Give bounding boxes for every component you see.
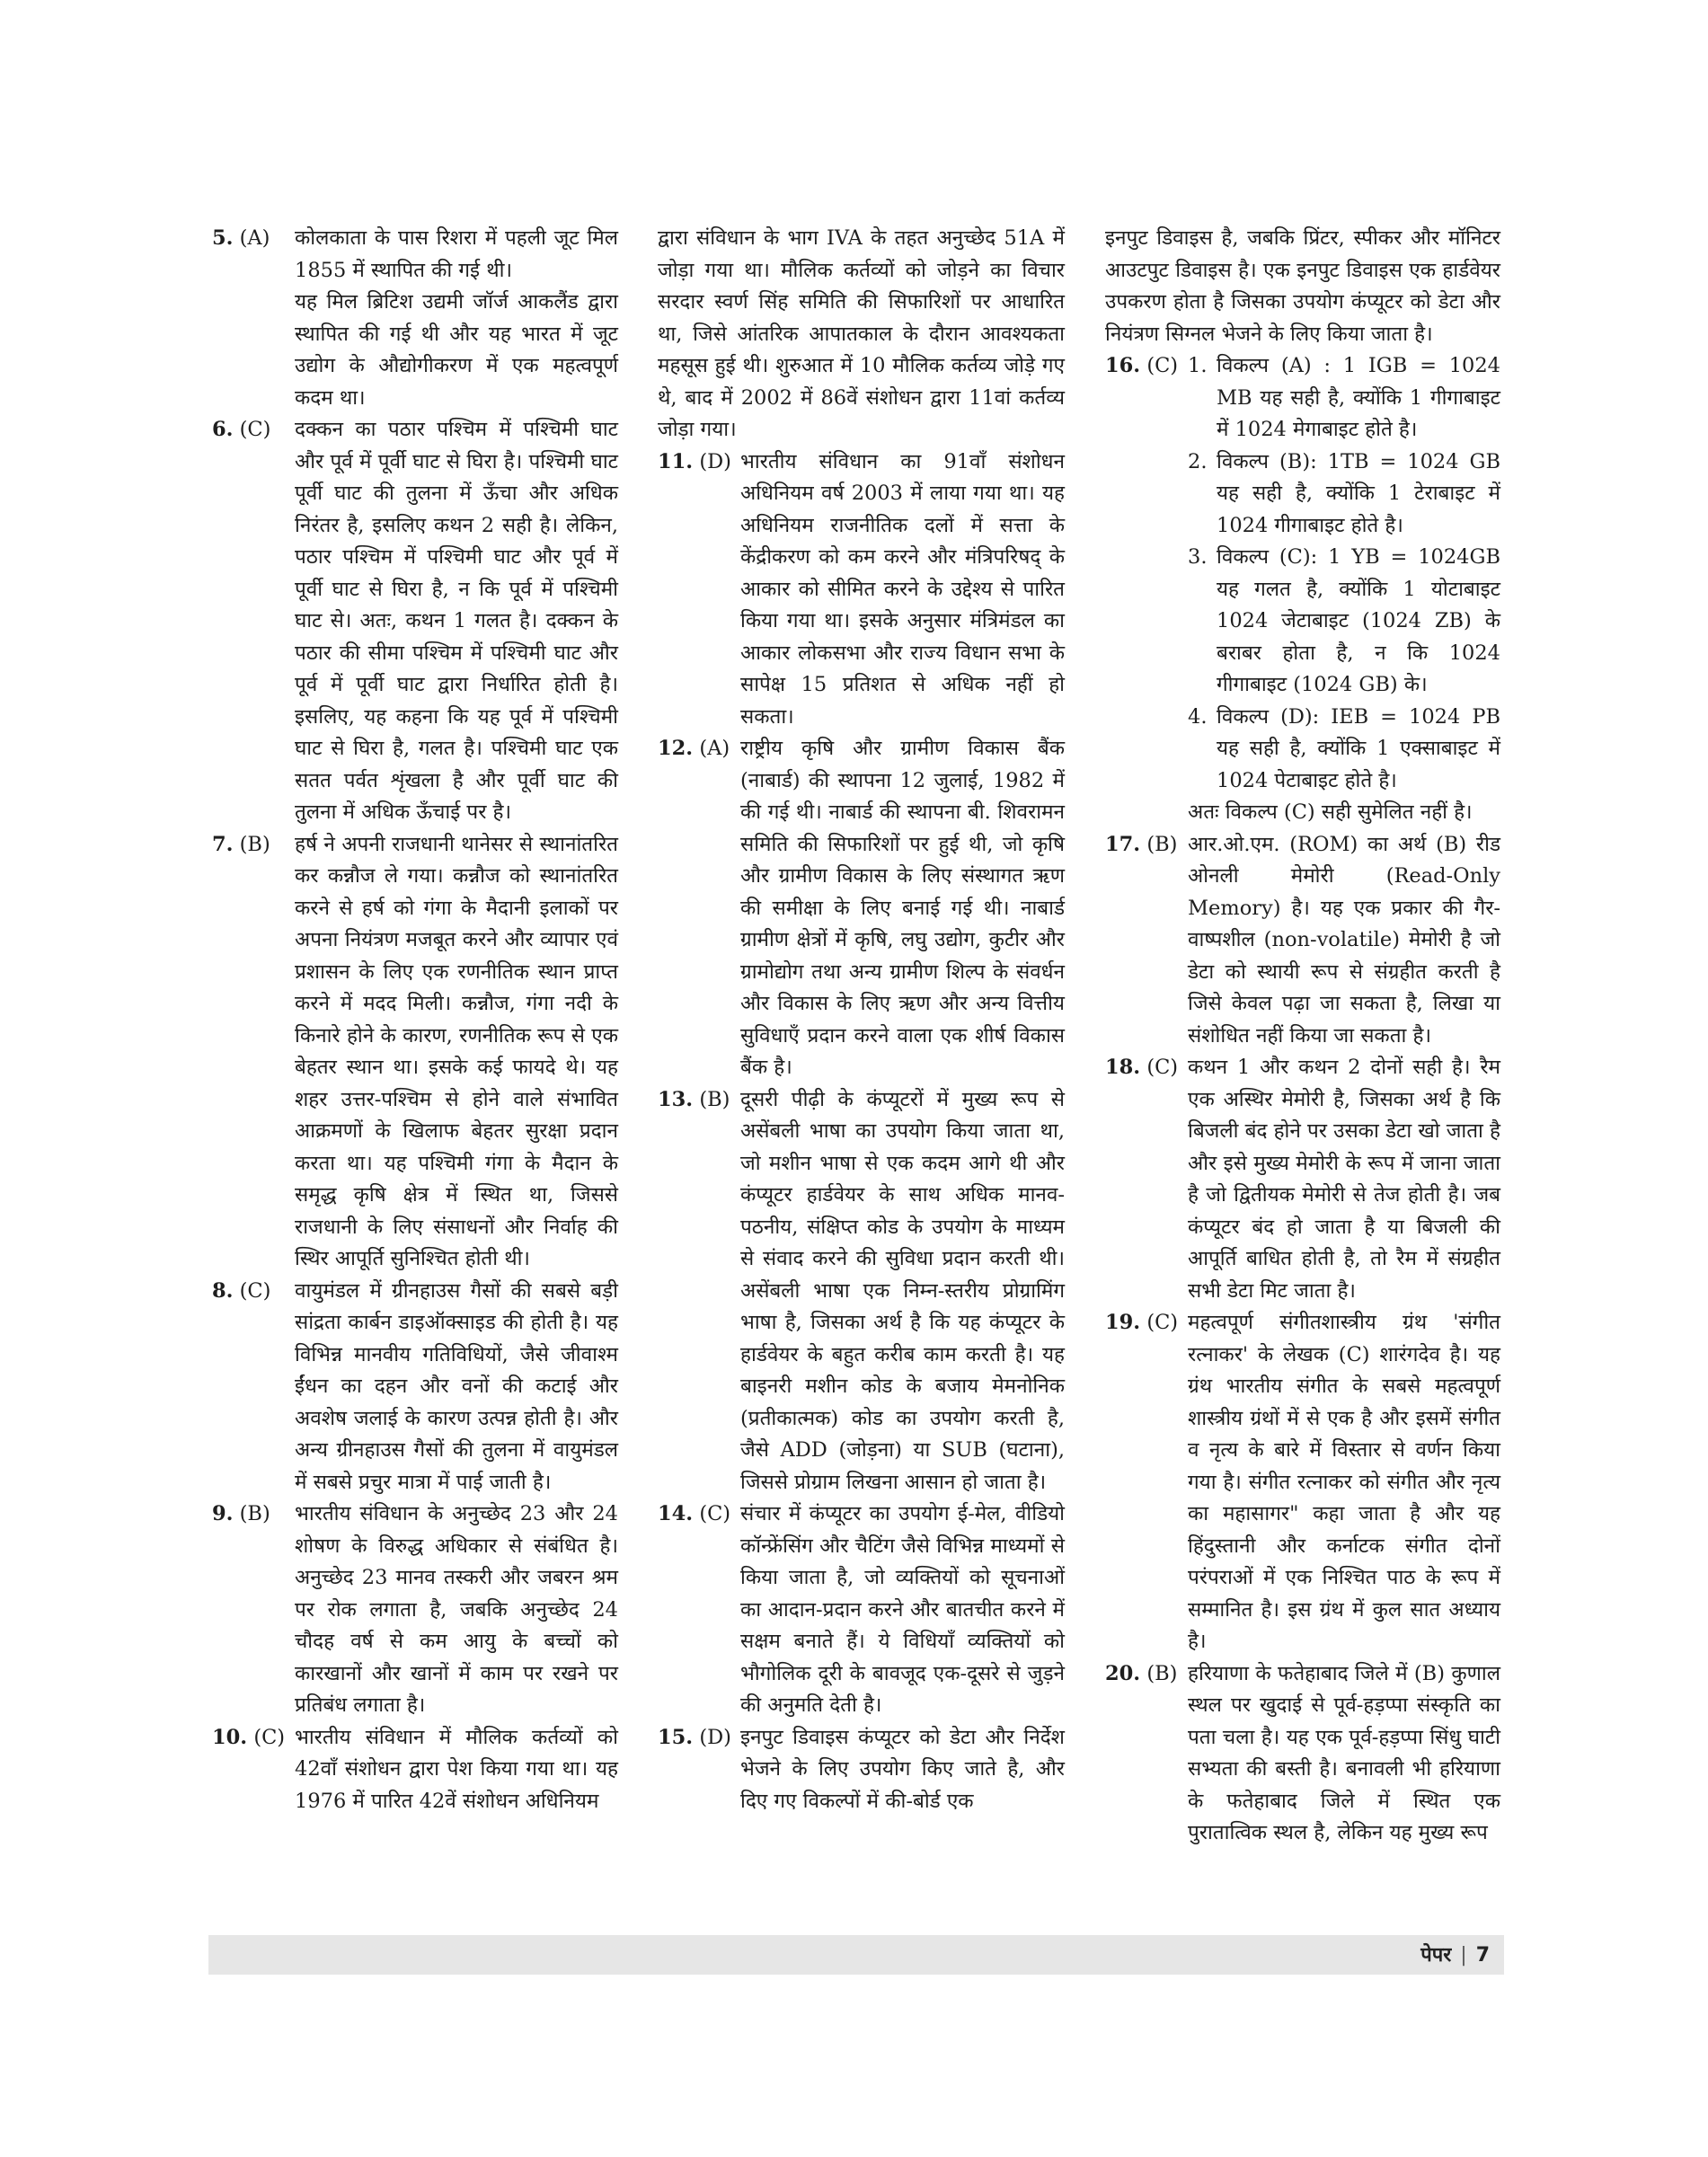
column-2 — [658, 223, 1065, 1817]
answer-number: 19. (C) — [1105, 1311, 1179, 1334]
answer-text: भारतीय संविधान के अनुच्छेद 23 और 24 शोषण के विरुद्ध अधिकार से संबंधित है। अनुच्छेद 23 मानव तस्करी और जबरन श्रम पर रोक लगाता है, जबकि अनुच्छेद 24 चौदह वर्ष से कम आयु के बच्चों को कारखानों और खानों में काम पर रखने पर प्रतिबंध लगाता है। — [295, 1502, 618, 1717]
answer-text: वायुमंडल में ग्रीनहाउस गैसों की सबसे बड़ी सांद्रता कार्बन डाइऑक्साइड की होती है। यह विभिन्न मानवीय गतिविधियों, जैसे जीवाश्म ईंधन का दहन और वनों की कटाई और अवशेष जलाई के कारण उत्पन्न होती है। और अन्य ग्रीनहाउस गैसों की तुलना में वायुमंडल में सबसे प्रचुर मात्रा में पाई जाती है। — [295, 1278, 618, 1494]
option-item: 1. विकल्प (A) : 1 IGB = 1024 MB यह सही है, क्योंकि 1 गीगाबाइट में 1024 मेगाबाइट होते है। — [1188, 354, 1500, 441]
answer-15-continued: इनपुट डिवाइस है, जबकि प्रिंटर, स्पीकर और मॉनिटर आउटपुट डिवाइस है। एक इनपुट डिवाइस एक हार्डवेयर उपकरण होता है जिसका उपयोग कंप्यूटर को डेटा और नियंत्रण सिग्नल भेजने के लिए किया जाता है। — [1105, 226, 1500, 346]
answer-number: 17. (B) — [1105, 832, 1178, 856]
answer-9 — [212, 1498, 618, 1722]
answer-8 — [212, 1276, 618, 1499]
answer-number: 6. (C) — [212, 418, 271, 441]
answer-number: 7. (B) — [212, 832, 270, 856]
answer-5 — [212, 223, 618, 414]
option-item: 3. विकल्प (C): 1 YB = 1024GB यह गलत है, क्योंकि 1 योटाबाइट 1024 जेटाबाइट (1024 ZB) के बराबर होता है, न कि 1024 गीगाबाइट (1024 GB) के। — [1188, 545, 1500, 696]
answer-text: दूसरी पीढ़ी के कंप्यूटरों में मुख्य रूप से असेंबली भाषा का उपयोग किया जाता था, जो मशीन भाषा से एक कदम आगे थी और कंप्यूटर हार्डवेयर के साथ अधिक मानव-पठनीय, संक्षिप्त कोड के उपयोग के माध्यम से संवाद करने की सुविधा प्रदान करती थी। असेंबली भाषा एक निम्न-स्तरीय प्रोग्रामिंग भाषा है, जिसका अर्थ है कि यह कंप्यूटर के हार्डवेयर के बहुत करीब काम करती है। यह बाइनरी मशीन कोड के बजाय मेमनोनिक (प्रतीकात्मक) कोड का उपयोग करती है, जैसे ADD (जोड़ना) या SUB (घटाना), जिससे प्रोग्राम लिखना आसान हो जाता है। — [740, 1087, 1065, 1494]
page-footer — [1420, 1940, 1490, 1967]
answer-10 — [212, 1722, 618, 1818]
column-3 — [1105, 223, 1500, 1850]
answer-text: कथन 1 और कथन 2 दोनों सही है। रैम एक अस्थिर मेमोरी है, जिसका अर्थ है कि बिजली बंद होने पर उसका डेटा खो जाता है और इसे मुख्य मेमोरी के रूप में जाना जाता है जो द्वितीयक मेमोरी से तेज होती है। जब कंप्यूटर बंद हो जाता है या बिजली की आपूर्ति बाधित होती है, तो रैम में संग्रहीत सभी डेटा मिट जाता है। — [1188, 1056, 1500, 1303]
answer-number: 10. (C) — [212, 1725, 286, 1749]
answer-text: हरियाणा के फतेहाबाद जिले में (B) कुणाल स्थल पर खुदाई से पूर्व-हड़प्पा संस्कृति का पता चला है। यह एक पूर्व-हड़प्पा सिंधु घाटी सभ्यता की बस्ती है। बनावली भी हरियाणा के फतेहाबाद जिले में स्थित एक पुरातात्विक स्थल है, लेकिन यह मुख्य रूप — [1188, 1661, 1500, 1844]
answer-14 — [658, 1498, 1065, 1722]
option-item: 2. विकल्प (B): 1TB = 1024 GB यह सही है, क्योंकि 1 टेराबाइट में 1024 गीगाबाइट होते है। — [1188, 449, 1500, 537]
answer-number: 20. (B) — [1105, 1661, 1178, 1685]
answer-text: हर्ष ने अपनी राजधानी थानेसर से स्थानांतरित कर कन्नौज ले गया। कन्नौज को स्थानांतरित करने से हर्ष को गंगा के मैदानी इलाकों पर अपना नियंत्रण मजबूत करने और व्यापार एवं प्रशासन के लिए एक रणनीतिक स्थान प्राप्त करने में मदद मिली। कन्नौज, गंगा नदी के किनारे होने के कारण, रणनीतिक रूप से एक बेहतर स्थान था। इसके कई फायदे थे। यह शहर उत्तर-पश्चिम से होने वाले संभावित आक्रमणों के खिलाफ बेहतर सुरक्षा प्रदान करता था। यह पश्चिमी गंगा के मैदान के समृद्ध कृषि क्षेत्र में स्थित था, जिससे राजधानी के लिए संसाधनों और निर्वाह की स्थिर आपूर्ति सुनिश्चित होती थी। — [295, 832, 618, 1270]
answer-text: राष्ट्रीय कृषि और ग्रामीण विकास बैंक (नाबार्ड) की स्थापना 12 जुलाई, 1982 में की गई थी। नाबार्ड की स्थापना बी. शिवरामन समिति की सिफारिशों पर हुई थी, जो कृषि और ग्रामीण विकास के लिए संस्थागत ऋण की समीक्षा के लिए बनाई गई थी। नाबार्ड ग्रामीण क्षेत्रों में कृषि, लघु उद्योग, कुटीर और ग्रामोद्योग तथा अन्य ग्रामीण शिल्प के संवर्धन और विकास के लिए ऋण और अन्य वित्तीय सुविधाएँ प्रदान करने वाला एक शीर्ष विकास बैंक है। — [740, 737, 1065, 1079]
answer-15 — [658, 1722, 1065, 1818]
answer-12 — [658, 733, 1065, 1084]
answer-text: कोलकाता के पास रिशरा में पहली जूट मिल 1855 में स्थापित की गई थी। — [295, 226, 618, 282]
answer-20 — [1105, 1658, 1500, 1850]
answer-7 — [212, 829, 618, 1276]
answer-text: दक्कन का पठार पश्चिम में पश्चिमी घाट और पूर्व में पूर्वी घाट से घिरा है। पश्चिमी घाट पूर्वी घाट की तुलना में ऊँचा और अधिक निरंतर है, इसलिए कथन 2 सही है। लेकिन, पठार पश्चिम में पश्चिमी घाट और पूर्व में पूर्वी घाट से घिरा है, न कि पूर्व में पश्चिमी घाट से। अतः, कथन 1 गलत है। दक्कन के पठार की सीमा पश्चिम में पश्चिमी घाट और पूर्व में पूर्वी घाट द्वारा निर्धारित होती है। इसलिए, यह कहना कि यह पूर्व में पश्चिमी घाट से घिरा है, गलत है। पश्चिमी घाट एक सतत पर्वत शृंखला है और पूर्वी घाट की तुलना में अधिक ऊँचाई पर है। — [295, 418, 618, 824]
answer-11 — [658, 446, 1065, 734]
answer-number: 14. (C) — [658, 1502, 731, 1525]
column-1 — [212, 223, 618, 1817]
option-item: 4. विकल्प (D): IEB = 1024 PB यह सही है, क्योंकि 1 एक्साबाइट में 1024 पेटाबाइट होते है। — [1188, 704, 1500, 792]
answer-text: यह मिल ब्रिटिश उद्यमी जॉर्ज आकलैंड द्वारा स्थापित की गई थी और यह भारत में जूट उद्योग के औद्योगीकरण में एक महत्वपूर्ण कदम था। — [295, 290, 618, 410]
answer-number: 18. (C) — [1105, 1056, 1179, 1079]
footer-separator: | — [1460, 1944, 1467, 1967]
answer-text: महत्वपूर्ण संगीतशास्त्रीय ग्रंथ 'संगीत रत्नाकर' के लेखक (C) शारंगदेव है। यह ग्रंथ भारतीय संगीत के सबसे महत्वपूर्ण शास्त्रीय ग्रंथों में से एक है और इसमें संगीत व नृत्य के बारे में विस्तार से वर्णन किया गया है। संगीत रत्नाकर को संगीत और नृत्य का महासागर" कहा जाता है और यह हिंदुस्तानी और कर्नाटक संगीत दोनों परंपराओं में एक निश्चित पाठ के रूप में सम्मानित है। इस ग्रंथ में कुल सात अध्याय है। — [1188, 1311, 1500, 1653]
answer-19 — [1105, 1307, 1500, 1658]
answer-10-continued: द्वारा संविधान के भाग IVA के तहत अनुच्छेद 51A में जोड़ा गया था। मौलिक कर्तव्यों को जोड़ने का विचार सरदार स्वर्ण सिंह समिति की सिफारिशों पर आधारित था, जिसे आंतरिक आपातकाल के दौरान आवश्यकता महसूस हुई थी। शुरुआत में 10 मौलिक कर्तव्य जोड़े गए थे, बाद में 2002 में 86वें संशोधन द्वारा 11वां कर्तव्य जोड़ा गया। — [658, 226, 1065, 441]
answer-conclusion: अतः विकल्प (C) सही सुमेलित नहीं है। — [1188, 800, 1473, 824]
answer-text: आर.ओ.एम. (ROM) का अर्थ (B) रीड ओनली मेमोरी (Read-Only Memory) है। यह एक प्रकार की गैर-वाष्पशील (non-volatile) मेमोरी है जो डेटा को स्थायी रूप से संग्रहीत करती है जिसे केवल पढ़ा जा सकता है, लिखा या संशोधित नहीं किया जा सकता है। — [1188, 832, 1500, 1048]
answer-number: 15. (D) — [658, 1725, 731, 1749]
answer-number: 13. (B) — [658, 1087, 730, 1111]
answer-number: 16. (C) — [1105, 354, 1179, 377]
answer-number: 9. (B) — [212, 1502, 270, 1525]
answer-6 — [212, 414, 618, 829]
answer-13 — [658, 1084, 1065, 1499]
answer-number: 5. (A) — [212, 226, 270, 250]
answer-18 — [1105, 1052, 1500, 1307]
answer-number: 8. (C) — [212, 1278, 271, 1303]
answer-number: 12. (A) — [658, 737, 730, 760]
footer-bar — [208, 1935, 1504, 1975]
answer-text: भारतीय संविधान का 91वाँ संशोधन अधिनियम वर्ष 2003 में लाया गया था। यह अधिनियम राजनीतिक दलों में सत्ता के केंद्रीकरण को कम करने और मंत्रिपरिषद् के आकार को सीमित करने के उद्देश्य से पारित किया गया था। इसके अनुसार मंत्रिमंडल का आकार लोकसभा और राज्य विधान सभा के सापेक्ष 15 प्रतिशत से अधिक नहीं हो सकता। — [740, 449, 1065, 729]
answer-text: भारतीय संविधान में मौलिक कर्तव्यों को 42वाँ संशोधन द्वारा पेश किया गया था। यह 1976 में पारित 42वें संशोधन अधिनियम — [295, 1725, 618, 1813]
page-number: 7 — [1475, 1944, 1490, 1967]
answer-17 — [1105, 829, 1500, 1053]
answer-text: इनपुट डिवाइस कंप्यूटर को डेटा और निर्देश भेजने के लिए उपयोग किए जाते है, और दिए गए विकल्पों में की-बोर्ड एक — [740, 1725, 1065, 1813]
answer-text: संचार में कंप्यूटर का उपयोग ई-मेल, वीडियो कॉन्फ्रेंसिंग और चैटिंग जैसे विभिन्न माध्यमों से किया जाता है, जो व्यक्तियों को सूचनाओं का आदान-प्रदान करने और बातचीत करने में सक्षम बनाते हैं। ये विधियाँ व्यक्तियों को भौगोलिक दूरी के बावजूद एक-दूसरे से जुड़ने की अनुमति देती है। — [740, 1502, 1065, 1717]
answer-16 — [1105, 350, 1500, 829]
answer-number: 11. (D) — [658, 449, 731, 473]
footer-label: पेपर — [1420, 1944, 1452, 1967]
